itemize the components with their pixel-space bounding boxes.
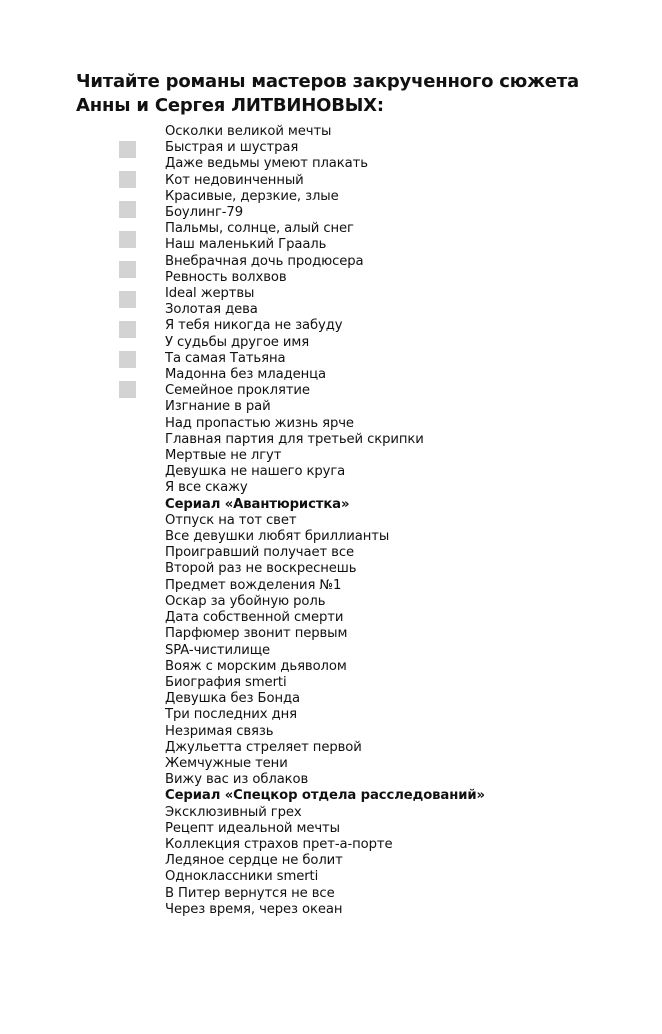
- book-title: Жемчужные тени: [165, 755, 288, 771]
- book-title: Парфюмер звонит первым: [165, 626, 348, 642]
- book-title: Незримая связь: [165, 723, 274, 739]
- checkbox: [119, 231, 136, 248]
- book-title: У судьбы другое имя: [165, 334, 310, 350]
- book-title: Золотая дева: [165, 302, 258, 318]
- book-title: Пальмы, солнце, алый снег: [165, 221, 354, 237]
- book-list: [165, 124, 485, 918]
- checkbox: [119, 291, 136, 308]
- book-title: Рецепт идеальной мечты: [165, 820, 340, 836]
- book-title: Изгнание в рай: [165, 399, 271, 415]
- book-title: Коллекция страхов прет-а-порте: [165, 836, 393, 852]
- book-title: SPA-чистилище: [165, 642, 271, 658]
- book-title: Проигравший получает все: [165, 545, 354, 561]
- book-title: Мертвые не лгут: [165, 448, 282, 464]
- checkbox: [119, 381, 136, 398]
- book-title: Главная партия для третьей скрипки: [165, 431, 424, 447]
- book-title: Три последних дня: [165, 707, 297, 723]
- book-title: Одноклассники smerti: [165, 869, 319, 885]
- book-title: Второй раз не воскреснешь: [165, 561, 357, 577]
- book-title: Все девушки любят бриллианты: [165, 529, 390, 545]
- heading-line-2: Анны и Сергея ЛИТВИНОВЫХ:: [76, 95, 384, 116]
- book-title: Над пропастью жизнь ярче: [165, 415, 354, 431]
- checkbox: [119, 321, 136, 338]
- checkbox: [119, 141, 136, 158]
- book-title: Девушка без Бонда: [165, 691, 300, 707]
- book-title: Я все скажу: [165, 480, 248, 496]
- checkbox: [119, 351, 136, 368]
- book-title: Предмет вожделения №1: [165, 577, 342, 593]
- page-heading: [76, 70, 579, 118]
- book-title: Биография smerti: [165, 674, 287, 690]
- checkbox: [119, 201, 136, 218]
- book-title: Девушка не нашего круга: [165, 464, 346, 480]
- book-title: Отпуск на тот свет: [165, 512, 297, 528]
- book-title: В Питер вернутся не все: [165, 885, 335, 901]
- book-title: Быстрая и шустрая: [165, 140, 299, 156]
- book-title: Ледяное сердце не болит: [165, 853, 343, 869]
- book-title: Я тебя никогда не забуду: [165, 318, 343, 334]
- book-title: Дата собственной смерти: [165, 610, 344, 626]
- series-heading: Сериал «Авантюристка»: [165, 496, 350, 512]
- checkbox: [119, 171, 136, 188]
- book-title: Та самая Татьяна: [165, 350, 286, 366]
- book-title: Боулинг-79: [165, 205, 244, 221]
- book-title: Ревность волхвов: [165, 269, 287, 285]
- book-title: Джульетта стреляет первой: [165, 739, 362, 755]
- book-title: Ideal жертвы: [165, 286, 255, 302]
- book-title: Внебрачная дочь продюсера: [165, 253, 364, 269]
- series-heading: Сериал «Спецкор отдела расследований»: [165, 788, 485, 804]
- checkbox: [119, 261, 136, 278]
- book-title: Семейное проклятие: [165, 383, 310, 399]
- book-title: Оскар за убойную роль: [165, 593, 326, 609]
- book-title: Кот недовинченный: [165, 172, 304, 188]
- book-title: Наш маленький Грааль: [165, 237, 327, 253]
- checkbox-column: [119, 141, 136, 411]
- book-title: Осколки великой мечты: [165, 124, 332, 139]
- heading-line-1: Читайте романы мастеров закрученного сюжета: [76, 71, 579, 92]
- book-title: Даже ведьмы умеют плакать: [165, 156, 368, 172]
- book-title: Мадонна без младенца: [165, 367, 326, 383]
- book-title: Вижу вас из облаков: [165, 772, 309, 788]
- book-title: Эксклюзивный грех: [165, 804, 302, 820]
- book-title: Через время, через океан: [165, 901, 343, 917]
- book-title: Красивые, дерзкие, злые: [165, 188, 339, 204]
- book-title: Вояж с морским дьяволом: [165, 658, 347, 674]
